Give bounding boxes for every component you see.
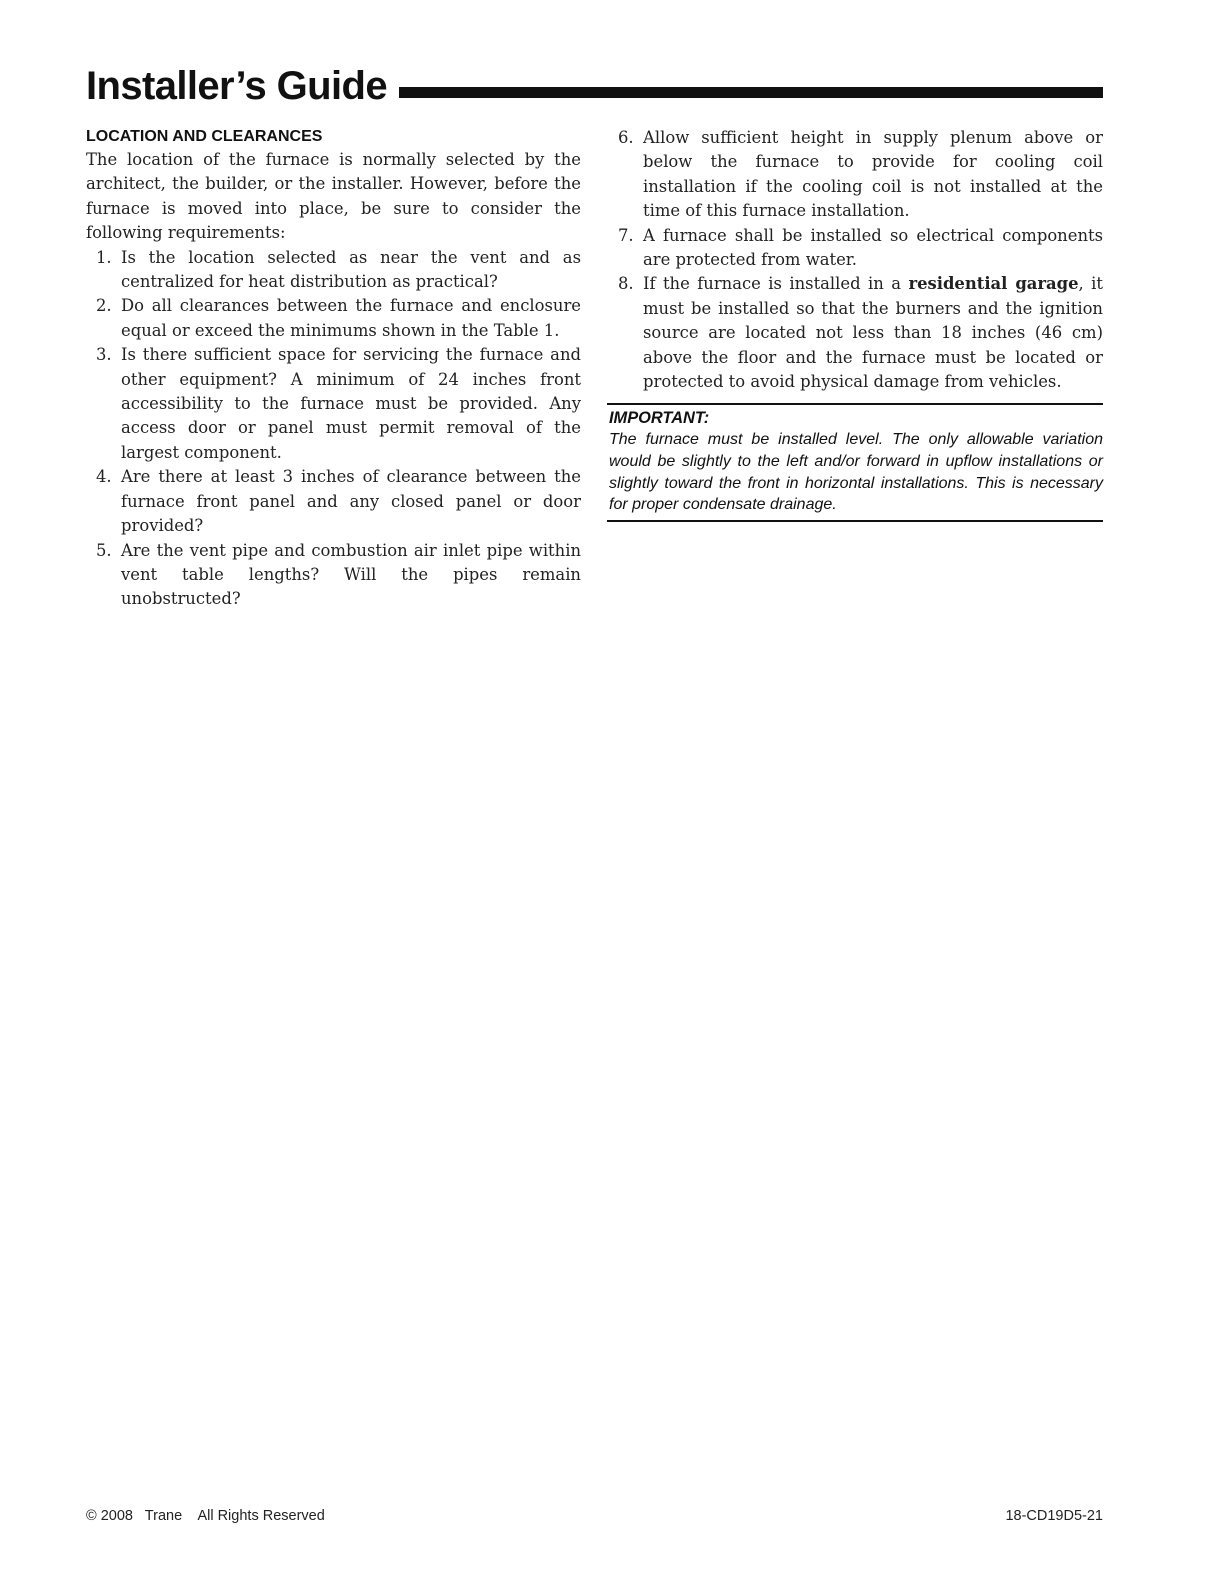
list-item: 1. Is the location selected as near the vent and as centralized for heat distribution as practical? bbox=[96, 247, 581, 292]
left-column bbox=[86, 126, 581, 612]
footer-copyright: © 2008 Trane All Rights Reserved bbox=[86, 1508, 325, 1524]
right-column bbox=[607, 126, 1103, 522]
page-header bbox=[86, 64, 1103, 108]
emphasis-residential-garage: residential garage bbox=[908, 274, 1079, 294]
page-title: Installer’s Guide bbox=[86, 64, 388, 108]
list-item: 3. Is there sufficient space for servicing the furnace and other equipment? A minimum of 24 inches front accessibility to the furnace must be provided. Any access door or panel must permit removal of the largest component. bbox=[96, 345, 581, 462]
requirements-list-continued bbox=[607, 126, 1103, 394]
important-note bbox=[607, 403, 1103, 521]
intro-paragraph: The location of the furnace is normally selected by the architect, the builder, or the installer. However, before the furnace is moved into place, be sure to consider the following requirements: bbox=[86, 150, 581, 243]
section-heading: LOCATION AND CLEARANCES bbox=[86, 128, 323, 145]
list-item: 4. Are there at least 3 inches of clearance between the furnace front panel and any closed panel or door provided? bbox=[96, 467, 581, 536]
list-item: 7. A furnace shall be installed so electrical components are protected from water. bbox=[618, 225, 1103, 270]
important-text: The furnace must be installed level. The only allowable variation would be slightly to the left and/or forward in upflow installations or slightly toward the front in horizontal installations. This is necessary for proper condensate drainage. bbox=[609, 431, 1103, 514]
list-item: 6. Allow sufficient height in supply plenum above or below the furnace to provide for cooling coil installation if the cooling coil is not installed at the time of this furnace installation. bbox=[618, 128, 1103, 221]
list-item: 2. Do all clearances between the furnace and enclosure equal or exceed the minimums shown in the Table 1. bbox=[96, 296, 581, 340]
list-item: 5. Are the vent pipe and combustion air inlet pipe within vent table lengths? Will the pipes remain unobstructed? bbox=[96, 540, 581, 609]
requirements-list bbox=[86, 246, 581, 612]
footer-doc-number: 18-CD19D5-21 bbox=[1005, 1508, 1103, 1524]
title-rule bbox=[399, 87, 1103, 98]
list-item: 8. If the furnace is installed in a residential garage, it must be installed so that the burners and the ignition source are located not less than 18 inches (46 cm) above the floor and the furnace must be located or protected to avoid physical damage from vehicles. bbox=[618, 274, 1104, 392]
important-title: IMPORTANT: bbox=[609, 409, 710, 428]
